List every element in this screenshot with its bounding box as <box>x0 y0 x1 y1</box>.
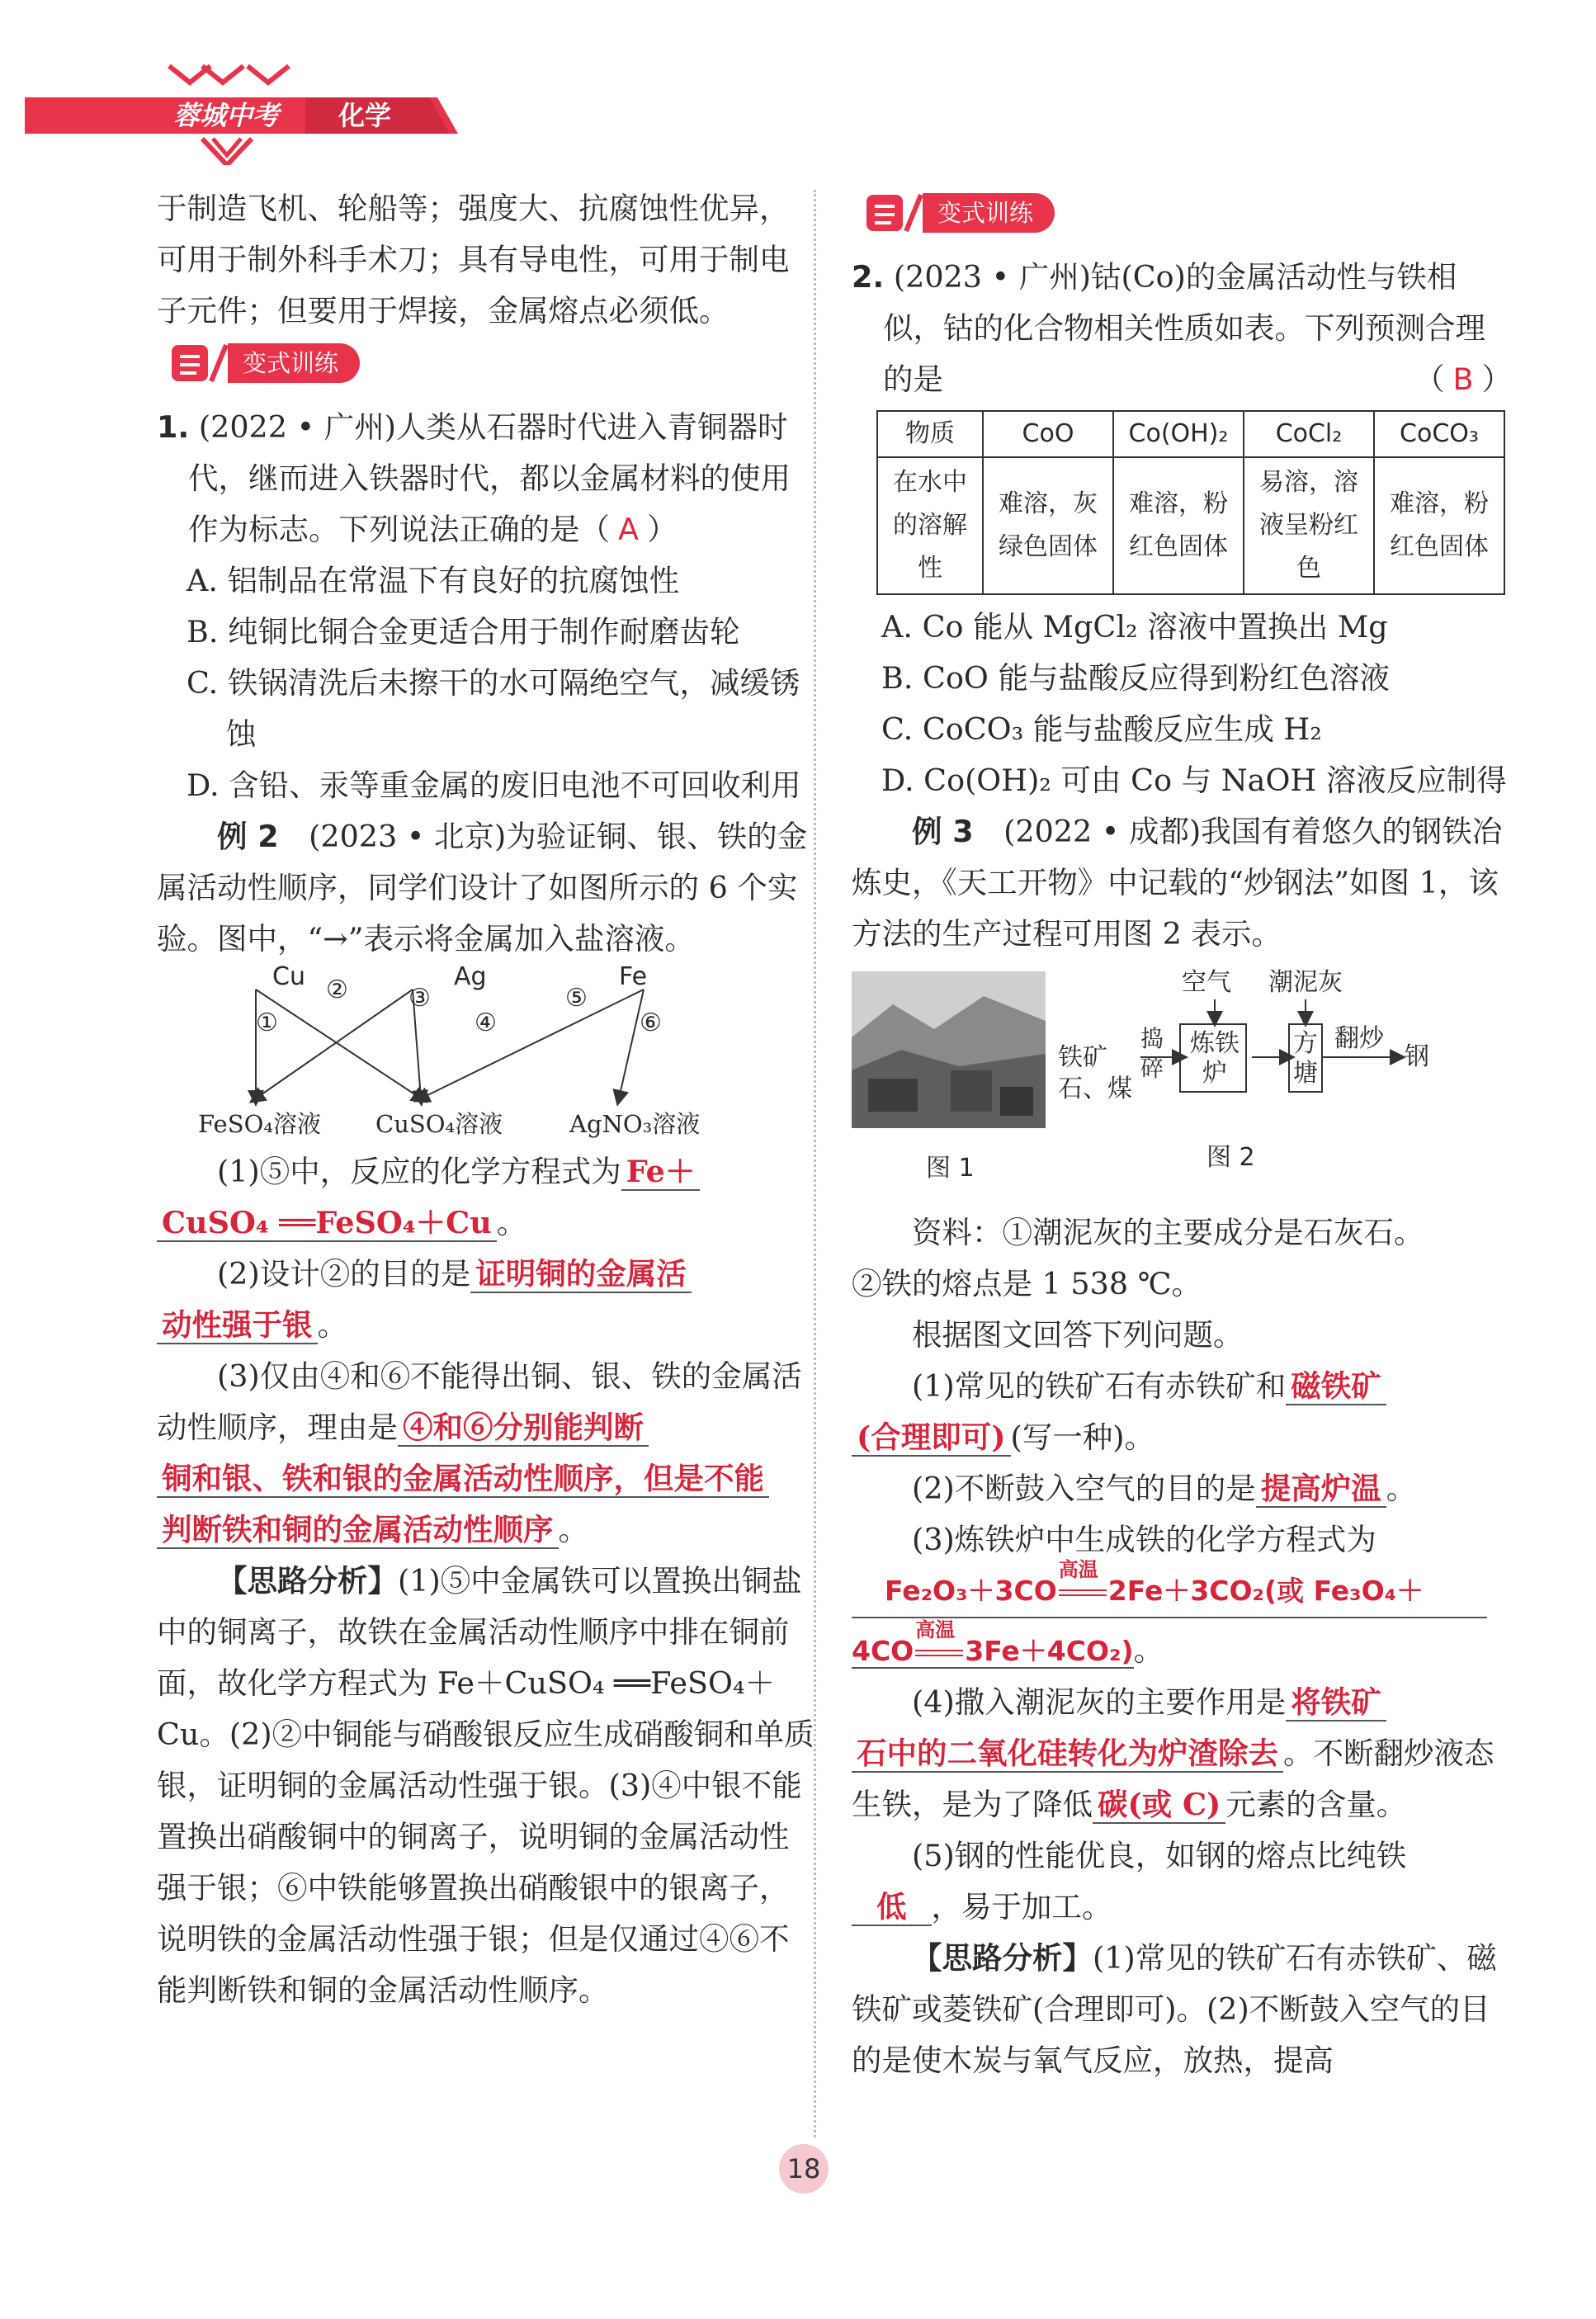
analysis-label: 【思路分析】 <box>217 1563 398 1599</box>
equation-products: 3Fe＋4CO₂) <box>965 1635 1134 1667</box>
label-3: ③ <box>408 984 431 1013</box>
section-header-variation <box>863 190 1055 236</box>
label-furnace: 炼铁炉 <box>1190 1029 1239 1088</box>
prompt-text: (写一种)。 <box>1010 1419 1155 1455</box>
figure-2-flowchart <box>1058 960 1512 1174</box>
prompt-text: 元素的含量。 <box>1225 1787 1407 1822</box>
figure-1-illustration <box>852 971 1046 1128</box>
equation-fill <box>852 1618 1134 1669</box>
prompt-text: (5)钢的性能优良，如钢的熔点比纯铁 <box>912 1838 1407 1873</box>
analysis-label: 【思路分析】 <box>912 1940 1093 1976</box>
option-a: A. Co 能从 MgCl₂ 溶液中置换出 Mg <box>881 609 1388 645</box>
metal-fe: Fe <box>619 962 648 991</box>
option-d: D. 含铅、汞等重金属的废旧电池不可回收利用 <box>187 767 801 803</box>
table-header-cell: CoCO₃ <box>1374 411 1504 457</box>
punct: 。 <box>1386 1471 1417 1506</box>
example-label: 例 3 <box>912 814 974 849</box>
question-text: (2023 • 广州)钴(Co)的金属活动性与铁相似，钴的化合物相关性质如表。下列预测合理的是 <box>883 259 1485 397</box>
label-1: ① <box>256 1008 278 1037</box>
answer-fill: 低 <box>852 1889 932 1926</box>
arrow-5 <box>421 989 644 1098</box>
table-row-label: 在水中的溶解性 <box>877 457 983 594</box>
label-stir: 翻炒 <box>1334 1024 1384 1053</box>
answer-fill: 磁铁矿 <box>1286 1368 1386 1405</box>
solution-feso4: FeSO₄溶液 <box>198 1110 321 1138</box>
ex3-part-5 <box>852 1830 1512 1933</box>
info-2: ②铁的熔点是 1 538 ℃。 <box>852 1266 1202 1301</box>
punct: 。 <box>317 1307 347 1343</box>
table-header-row <box>877 411 1504 457</box>
prompt-text: (2)设计②的目的是 <box>217 1256 471 1292</box>
figure-1-caption: 图 1 <box>926 1154 975 1183</box>
book-pen-icon <box>168 340 233 386</box>
label-pond: 方塘 <box>1293 1029 1318 1088</box>
page-header <box>0 0 1596 165</box>
answer-fill: 石中的二氧化硅转化为炉渣除去 <box>852 1736 1283 1773</box>
option-c: C. CoCO₃ 能与盐酸反应生成 H₂ <box>881 711 1322 747</box>
bracket-close: ） <box>1481 361 1512 397</box>
answer-fill: 证明铜的金属活 <box>470 1256 692 1293</box>
experiment-diagram <box>157 962 817 1146</box>
example-text: (2023 • 北京)为验证铜、银、铁的金属活动性顺序，同学们设计了如图所示的 6 个实验。图中，“→”表示将金属加入盐溶液。 <box>157 819 808 956</box>
label-crush: 捣碎 <box>1140 1025 1164 1082</box>
condition-label: 高温 <box>1058 1558 1098 1581</box>
example-3-figures <box>852 960 1512 1207</box>
punct: 。 <box>1133 1632 1164 1668</box>
answer-fill: 铜和银、铁和银的金属活动性顺序，但是不能 <box>157 1461 769 1498</box>
ex2-part-3 <box>157 1351 817 1556</box>
option-c: C. 铁锅清洗后未擦干的水可隔绝空气，减缓锈蚀 <box>187 665 800 752</box>
table-cell: 难溶，粉红色固体 <box>1374 457 1504 594</box>
header-banner <box>0 0 1596 165</box>
label-5: ⑤ <box>565 984 588 1013</box>
option-b: B. 纯铜比铜合金更适合用于制作耐磨齿轮 <box>187 614 740 649</box>
condition-label: 高温 <box>915 1618 956 1641</box>
ex3-part-1 <box>852 1361 1512 1463</box>
prompt-text: (1)常见的铁矿石有赤铁矿和 <box>912 1368 1287 1404</box>
intro-paragraph: 于制造飞机、轮船等；强度大、抗腐蚀性优异，可用于制外科手术刀；具有导电性，可用于制电子元件；但要用于焊接，金属熔点必须低。 <box>157 191 790 328</box>
punct: 。 <box>496 1205 527 1240</box>
table-cell: 难溶，粉红色固体 <box>1113 457 1244 594</box>
table-header-cell: 物质 <box>877 411 983 457</box>
answer-fill: 动性强于银 <box>157 1307 318 1344</box>
question-1-stem <box>157 402 817 555</box>
ex3-part-3 <box>852 1514 1512 1566</box>
bracket-open: （ <box>1414 361 1445 397</box>
table-row <box>877 457 1504 594</box>
analysis-text: (1)⑤中金属铁可以置换出铜盐中的铜离子，故铁在金属活动性顺序中排在铜前面，故化学方程式为 Fe＋CuSO₄ ══FeSO₄＋Cu。(2)②中铜能与硝酸银反应生成硝酸铜和单质银，证明铜的金属活动性强于银。(3)④中银不能置换出硝酸铜中的铜离子，说明铜的金属活动性强于银；⑥中铁能够置换出硝酸银中的银离子，说明铁的金属活动性强于银；但是仅通过④⑥不能判断铁和铜的金属活动性顺序。 <box>157 1563 815 2008</box>
info-1: 资料：①潮泥灰的主要成分是石灰石。 <box>912 1215 1424 1250</box>
table-cell: 易溶，溶液呈粉红色 <box>1244 457 1374 594</box>
equation-products: 2Fe＋3CO₂(或 Fe₃O₄＋ <box>1107 1575 1424 1607</box>
label-ore-coal: 铁矿石、煤 <box>1058 1043 1132 1103</box>
label-steel: 钢 <box>1405 1042 1429 1071</box>
prompt-text: (4)撒入潮泥灰的主要作用是 <box>912 1684 1287 1720</box>
answer-fill: 碳(或 C) <box>1093 1787 1225 1824</box>
equation-line-2 <box>852 1618 1512 1677</box>
table-header-cell: Co(OH)₂ <box>1113 411 1244 457</box>
question-number: 1. <box>157 409 190 445</box>
answer-choice: B <box>1452 361 1474 397</box>
prompt-text: 。不断翻炒液态生铁，是为了降低 <box>852 1736 1494 1822</box>
ex2-part-1 <box>157 1146 817 1249</box>
metal-ag: Ag <box>454 962 487 991</box>
section-label: 变式训练 <box>228 343 360 383</box>
option-b: B. CoO 能与盐酸反应得到粉红色溶液 <box>881 660 1390 696</box>
question-2-stem <box>852 252 1512 405</box>
option-d: D. Co(OH)₂ 可由 Co 与 NaOH 溶液反应制得 <box>881 763 1507 798</box>
answer-fill: CuSO₄ ══FeSO₄＋Cu <box>157 1205 497 1242</box>
equation-reactants: 4CO <box>852 1635 914 1667</box>
table-header-cell: CoO <box>983 411 1113 457</box>
page-number: 18 <box>779 2144 829 2194</box>
answer-fill: Fe＋ <box>621 1154 701 1191</box>
example-2-stem <box>157 811 817 965</box>
section-header-variation <box>168 340 360 386</box>
cobalt-properties-table <box>876 410 1505 595</box>
ex2-part-2 <box>157 1249 817 1351</box>
answer-fill: (合理即可) <box>852 1419 1011 1457</box>
left-column <box>157 183 817 2016</box>
prompt-text: ，易于加工。 <box>931 1889 1112 1925</box>
option-a: A. 铝制品在常温下有良好的抗腐蚀性 <box>187 563 680 598</box>
answer-fill: 将铁矿 <box>1286 1684 1386 1722</box>
question-text: (2022 • 广州)人类从石器时代进入青铜器时代，继而进入铁器时代，都以金属材料的使用作为标志。下列说法正确的是（ <box>188 409 791 547</box>
condition-arrow <box>914 1618 965 1677</box>
question-number: 2. <box>852 259 885 295</box>
label-mud-ash: 潮泥灰 <box>1268 968 1343 997</box>
label-2: ② <box>326 975 348 1004</box>
prompt-text: (1)⑤中，反应的化学方程式为 <box>217 1154 621 1189</box>
answer-bracket <box>1414 354 1512 405</box>
subject-title: 化学 <box>338 100 392 131</box>
figure-2-caption: 图 2 <box>1206 1143 1255 1172</box>
answer-fill: ④和⑥分别能判断 <box>398 1410 649 1447</box>
prompt-text: (3)炼铁炉中生成铁的化学方程式为 <box>912 1522 1376 1557</box>
instruction: 根据图文回答下列问题。 <box>912 1317 1244 1353</box>
solution-agno3: AgNO₃溶液 <box>569 1110 701 1138</box>
prompt-text: (3)仅由④和⑥不能得出铜、银、铁的金属活动性顺序，理由是 <box>157 1358 802 1445</box>
bracket-close: ） <box>646 512 678 547</box>
example-text: (2022 • 成都)我国有着悠久的钢铁冶炼史，《天工开物》中记载的“炒钢法”如图 1，该方法的生产过程可用图 2 表示。 <box>852 814 1503 952</box>
punct: 。 <box>558 1512 588 1547</box>
equation-reactants: Fe₂O₃＋3CO <box>885 1575 1057 1607</box>
answer-fill: 判断铁和铜的金属活动性顺序 <box>157 1512 559 1549</box>
analysis-text: (1)常见的铁矿石有赤铁矿、磁铁矿或菱铁矿(合理即可)。(2)不断鼓入空气的目的是使木炭与氧气反应，放热，提高 <box>852 1940 1497 2078</box>
table-cell: 难溶，灰绿色固体 <box>983 457 1113 594</box>
brand-title: 蓉城中考 <box>173 100 280 131</box>
book-pen-icon <box>863 190 928 236</box>
section-label: 变式训练 <box>923 193 1055 233</box>
solution-cuso4: CuSO₄溶液 <box>375 1110 503 1138</box>
ex3-part-2 <box>852 1463 1512 1514</box>
condition-arrow <box>1057 1558 1108 1617</box>
answer-choice: A <box>618 512 639 547</box>
example-label: 例 2 <box>217 819 279 854</box>
ex2-analysis <box>157 1556 817 2016</box>
right-column <box>852 183 1512 2086</box>
label-6: ⑥ <box>640 1008 662 1037</box>
label-air: 空气 <box>1182 968 1231 997</box>
example-3-stem <box>852 806 1512 960</box>
answer-fill: 提高炉温 <box>1256 1471 1386 1508</box>
prompt-text: (2)不断鼓入空气的目的是 <box>912 1471 1256 1506</box>
metal-cu: Cu <box>272 962 305 991</box>
table-header-cell: CoCl₂ <box>1244 411 1374 457</box>
ex3-part-4 <box>852 1677 1512 1830</box>
label-4: ④ <box>475 1008 497 1037</box>
ex3-analysis <box>852 1933 1512 2086</box>
